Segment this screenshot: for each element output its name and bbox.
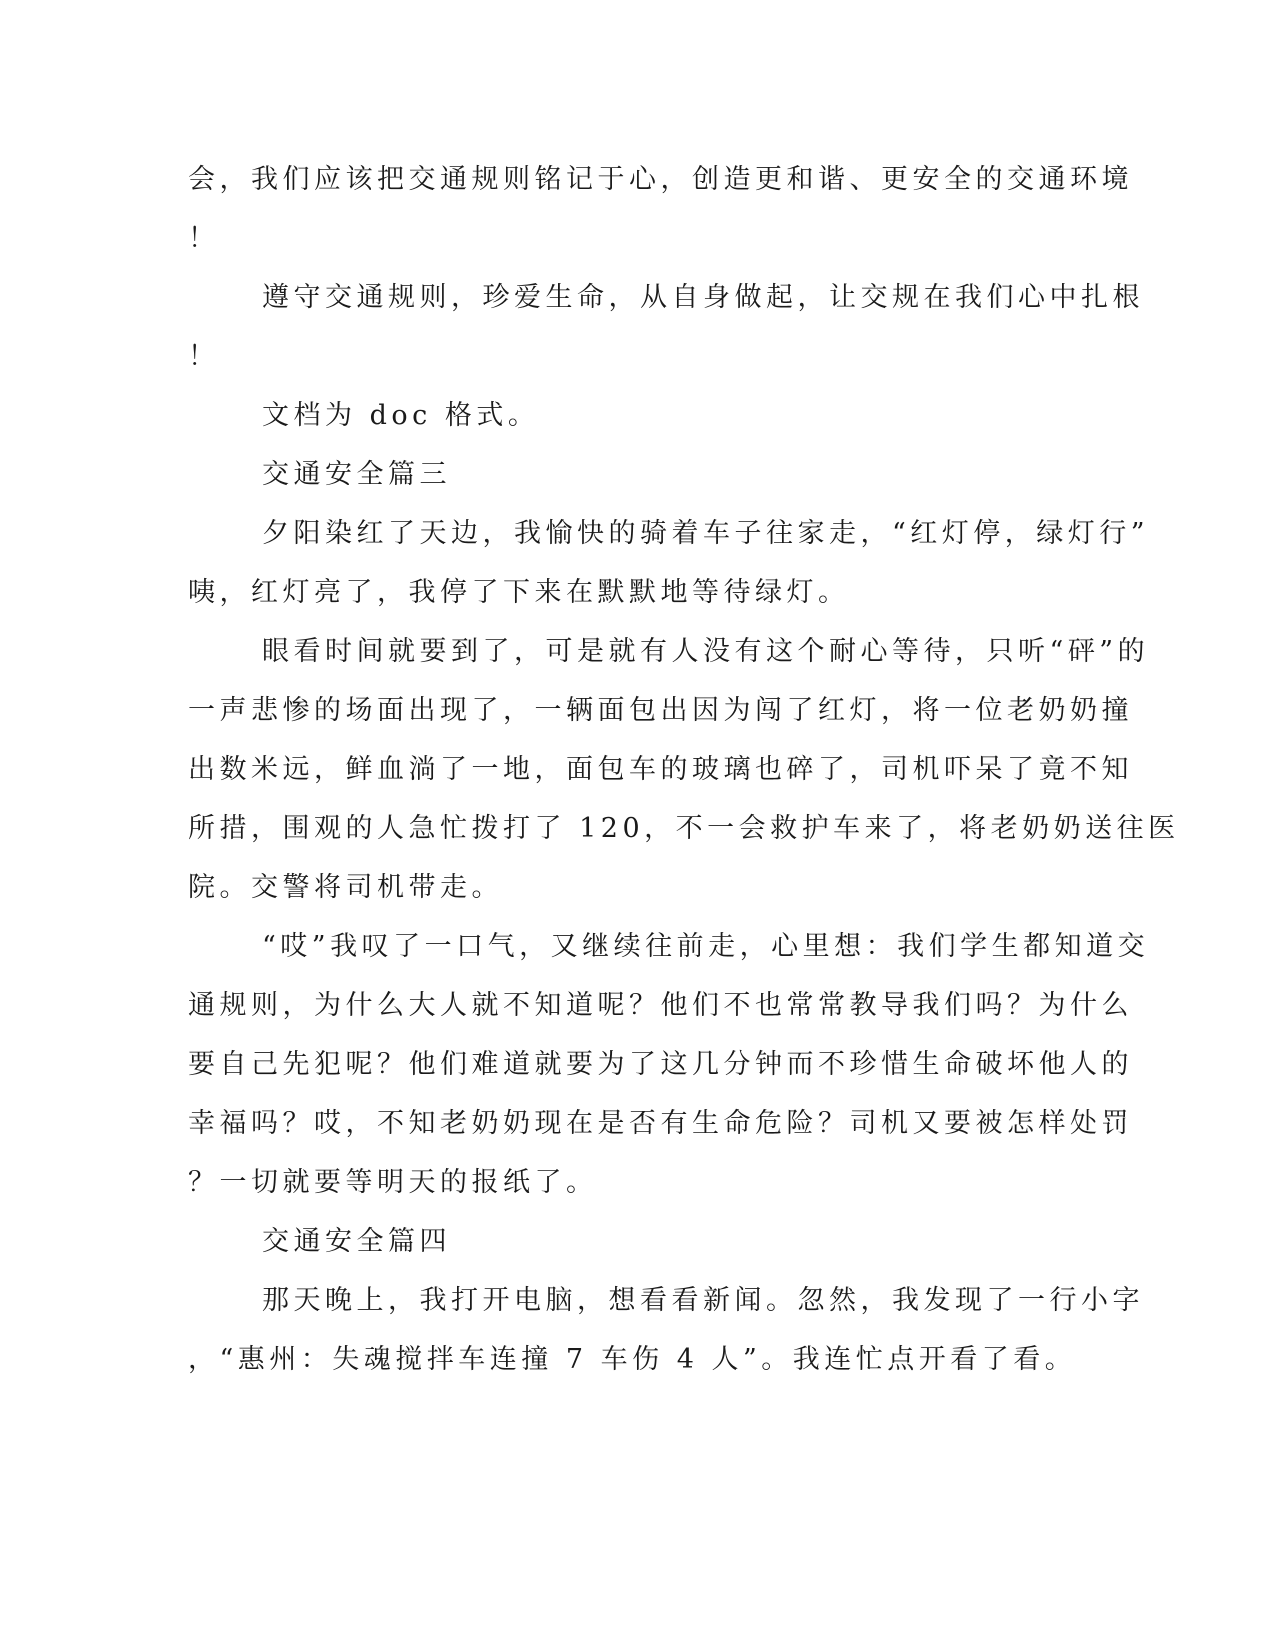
- text-line: 文档为 doc 格式。: [262, 400, 540, 431]
- text-line: 遵守交通规则，珍爱生命，从自身做起，让交规在我们心中扎根: [262, 282, 1144, 313]
- text-line: 咦，红灯亮了，我停了下来在默默地等待绿灯。: [188, 577, 850, 608]
- text-line: 那天晚上，我打开电脑，想看看新闻。忽然，我发现了一行小字: [262, 1285, 1144, 1316]
- text-line: 会，我们应该把交通规则铭记于心，创造更和谐、更安全的交通环境: [188, 164, 1133, 195]
- text-line: ！: [188, 341, 220, 372]
- text-line: 夕阳染红了天边，我愉快的骑着车子往家走，“红灯停，绿灯行”: [262, 518, 1150, 549]
- text-line: 出数米远，鲜血淌了一地，面包车的玻璃也碎了，司机吓呆了竟不知: [188, 754, 1133, 785]
- text-line: 院。交警将司机带走。: [188, 872, 503, 903]
- section-heading: 交通安全篇三: [262, 459, 451, 490]
- text-line: 一声悲惨的场面出现了，一辆面包出因为闯了红灯，将一位老奶奶撞: [188, 695, 1133, 726]
- text-line: 眼看时间就要到了，可是就有人没有这个耐心等待，只听“砰”的: [262, 636, 1150, 667]
- text-line: 所措，围观的人急忙拨打了 120，不一会救护车来了，将老奶奶送往医: [188, 813, 1180, 844]
- section-heading: 交通安全篇四: [262, 1226, 451, 1257]
- text-line: ，“惠州：失魂搅拌车连撞 7 车伤 4 人”。我连忙点开看了看。: [188, 1344, 1077, 1375]
- text-line: ？一切就要等明天的报纸了。: [188, 1167, 598, 1198]
- text-line: ！: [188, 223, 220, 254]
- text-line: 幸福吗？哎，不知老奶奶现在是否有生命危险？司机又要被怎样处罚: [188, 1108, 1133, 1139]
- text-line: “哎”我叹了一口气，又继续往前走，心里想：我们学生都知道交: [262, 931, 1150, 962]
- text-line: 要自己先犯呢？他们难道就要为了这几分钟而不珍惜生命破坏他人的: [188, 1049, 1133, 1080]
- text-line: 通规则，为什么大人就不知道呢？他们不也常常教导我们吗？为什么: [188, 990, 1133, 1021]
